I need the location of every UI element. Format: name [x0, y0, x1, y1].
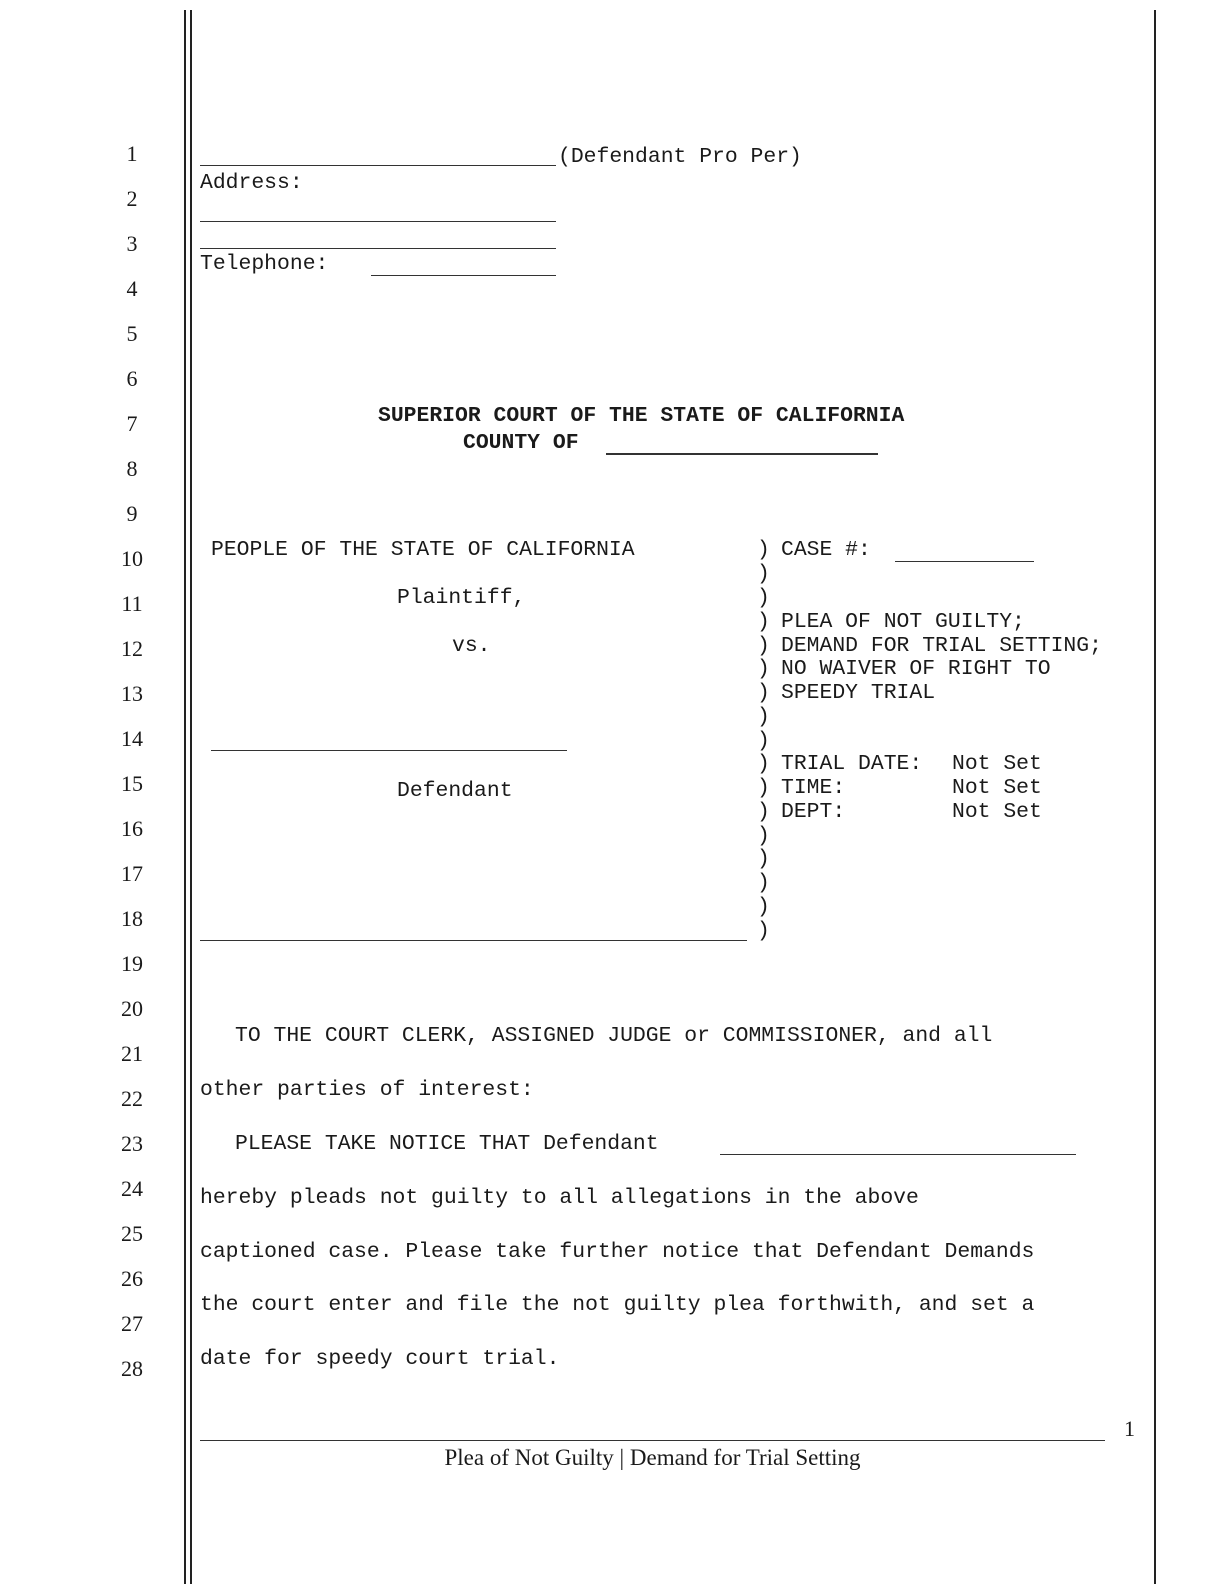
line-number: 18 — [121, 906, 143, 931]
address-label: Address: — [200, 171, 303, 195]
defendant-name-caption-field[interactable] — [211, 750, 567, 751]
address-line-2-field[interactable] — [200, 248, 556, 249]
document-title-line: DEMAND FOR TRIAL SETTING; — [781, 634, 1102, 658]
caption-paren: ) — [757, 776, 770, 800]
line-number: 8 — [126, 456, 138, 481]
footer-title: Plea of Not Guilty | Demand for Trial Setting — [444, 1445, 861, 1470]
plaintiff-label: Plaintiff, — [397, 586, 526, 610]
caption-paren: ) — [757, 586, 770, 610]
line-number: 24 — [121, 1176, 143, 1201]
page-number: 1 — [1124, 1416, 1135, 1441]
line-number: 23 — [121, 1131, 143, 1156]
line-number: 20 — [121, 996, 143, 1021]
plaintiff-party: PEOPLE OF THE STATE OF CALIFORNIA — [211, 538, 635, 562]
line-number: 9 — [126, 501, 138, 526]
line-number: 11 — [121, 591, 143, 616]
body-line: hereby pleads not guilty to all allegations in the above — [200, 1186, 919, 1210]
document-title-line: SPEEDY TRIAL — [781, 681, 936, 705]
caption-paren: ) — [757, 681, 770, 705]
right-margin-rule — [1154, 10, 1156, 1584]
dept-value: Not Set — [952, 800, 1042, 824]
versus-label: vs. — [452, 634, 491, 658]
caption-paren: ) — [757, 610, 770, 634]
left-margin-rule-inner — [190, 10, 192, 1584]
dept-label: DEPT: — [781, 800, 846, 824]
body-line: TO THE COURT CLERK, ASSIGNED JUDGE or COMMISSIONER, and all — [235, 1024, 993, 1048]
line-number: 19 — [121, 951, 143, 976]
caption-paren: ) — [757, 800, 770, 824]
line-number: 16 — [121, 816, 143, 841]
caption-paren: ) — [757, 752, 770, 776]
county-field[interactable] — [606, 453, 878, 455]
caption-paren: ) — [757, 562, 770, 586]
caption-paren: ) — [757, 634, 770, 658]
caption-paren: ) — [757, 895, 770, 919]
left-margin-rule-outer — [184, 10, 186, 1584]
trial-date-label: TRIAL DATE: — [781, 752, 923, 776]
telephone-field[interactable] — [371, 275, 556, 276]
line-number: 28 — [121, 1356, 143, 1381]
time-label: TIME: — [781, 776, 846, 800]
line-number: 21 — [121, 1041, 143, 1066]
body-line: the court enter and file the not guilty plea forthwith, and set a — [200, 1293, 1035, 1317]
line-number: 3 — [126, 231, 138, 256]
line-number: 13 — [121, 681, 143, 706]
line-number: 5 — [126, 321, 138, 346]
body-line: other parties of interest: — [200, 1078, 534, 1102]
caption-paren: ) — [757, 847, 770, 871]
defendant-name-body-field[interactable] — [720, 1154, 1076, 1155]
caption-paren: ) — [757, 871, 770, 895]
line-number: 4 — [126, 276, 138, 301]
body-line: captioned case. Please take further notice that Defendant Demands — [200, 1240, 1035, 1264]
line-number: 17 — [121, 861, 143, 886]
footer-rule — [200, 1440, 1105, 1441]
line-number: 15 — [121, 771, 143, 796]
line-number: 27 — [121, 1311, 143, 1336]
document-title-line: NO WAIVER OF RIGHT TO — [781, 657, 1051, 681]
case-number-label: CASE #: — [781, 538, 871, 562]
line-number: 2 — [126, 186, 138, 211]
caption-paren: ) — [757, 538, 770, 562]
caption-paren: ) — [757, 657, 770, 681]
defendant-label: Defendant — [397, 779, 513, 803]
defendant-pro-per-label: (Defendant Pro Per) — [558, 145, 802, 169]
caption-bottom-rule — [200, 940, 747, 941]
body-line: PLEASE TAKE NOTICE THAT Defendant — [235, 1132, 659, 1156]
time-value: Not Set — [952, 776, 1042, 800]
document-title-line: PLEA OF NOT GUILTY; — [781, 610, 1025, 634]
caption-paren: ) — [757, 919, 770, 943]
caption-paren: ) — [757, 824, 770, 848]
line-number: 6 — [126, 366, 138, 391]
telephone-label: Telephone: — [200, 252, 329, 276]
body-line: date for speedy court trial. — [200, 1347, 560, 1371]
line-number: 14 — [121, 726, 143, 751]
caption-paren: ) — [757, 729, 770, 753]
line-number: 26 — [121, 1266, 143, 1291]
line-number: 22 — [121, 1086, 143, 1111]
line-number: 10 — [121, 546, 143, 571]
line-number: 12 — [121, 636, 143, 661]
county-label: COUNTY OF — [463, 431, 579, 455]
case-number-field[interactable] — [895, 561, 1034, 562]
line-number: 7 — [126, 411, 138, 436]
line-number: 1 — [126, 141, 138, 166]
address-line-1-field[interactable] — [200, 221, 556, 222]
trial-date-value: Not Set — [952, 752, 1042, 776]
defendant-name-field[interactable] — [200, 165, 556, 166]
line-number: 25 — [121, 1221, 143, 1246]
caption-paren: ) — [757, 705, 770, 729]
court-name: SUPERIOR COURT OF THE STATE OF CALIFORNIA — [378, 404, 905, 428]
